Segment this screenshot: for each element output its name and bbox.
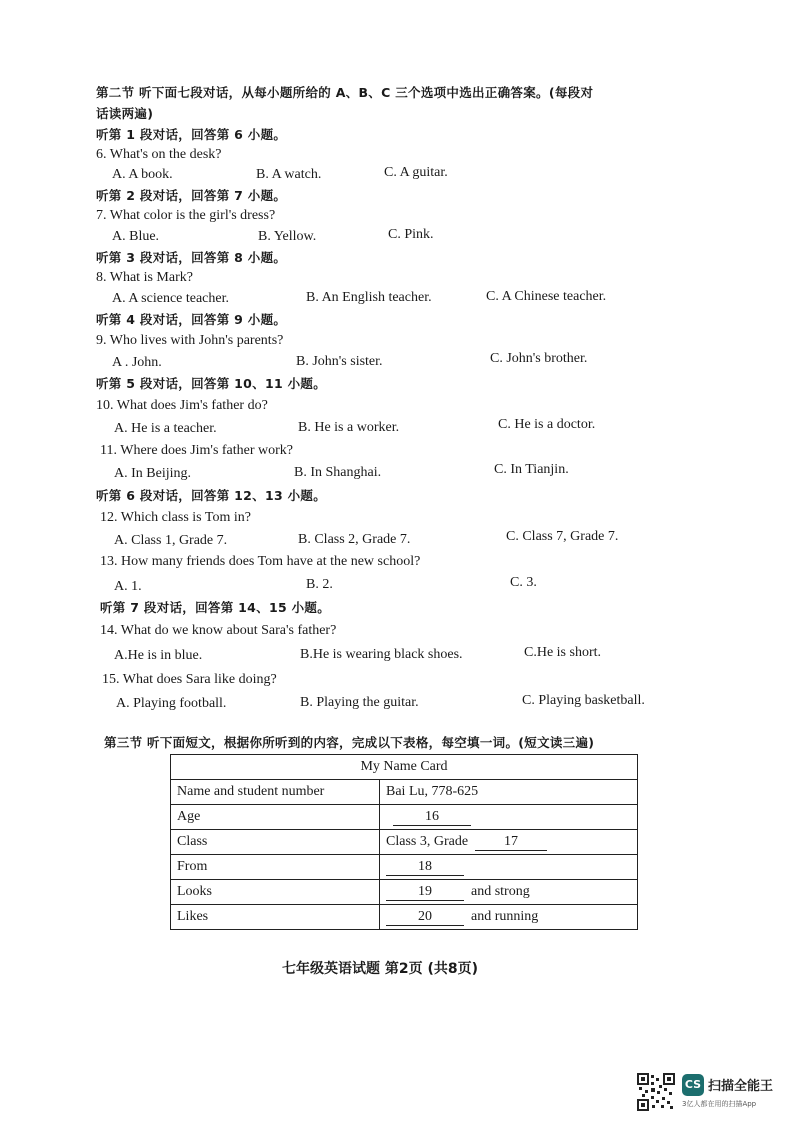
option-a: A . John. — [112, 355, 162, 370]
dialog-instruction: 听第 7 段对话，回答第 14、15 小题。 — [100, 600, 330, 615]
section2-heading-cont: 话读两遍) — [96, 106, 154, 121]
option-b: B. John's sister. — [296, 354, 383, 369]
camscanner-logo-icon: CS — [682, 1074, 704, 1096]
option-c: C. Class 7, Grade 7. — [506, 529, 619, 544]
dialog-instruction: 听第 1 段对话，回答第 6 小题。 — [96, 127, 287, 142]
dialog-instruction: 听第 4 段对话，回答第 9 小题。 — [96, 312, 287, 327]
option-a: A.He is in blue. — [114, 648, 203, 663]
answer-blank[interactable]: 20 — [386, 909, 464, 926]
row-label: Name and student number — [171, 780, 380, 805]
question-text: 8. What is Mark? — [96, 270, 193, 285]
name-card-table — [170, 754, 638, 930]
question-text: 9. Who lives with John's parents? — [96, 333, 284, 348]
answer-blank[interactable]: 16 — [393, 809, 471, 826]
question-text: 7. What color is the girl's dress? — [96, 208, 276, 223]
option-a: A. A science teacher. — [112, 291, 230, 306]
row-label: Looks — [171, 880, 380, 905]
row-label: From — [171, 855, 380, 880]
table-row — [171, 780, 638, 805]
option-b: B. A watch. — [256, 167, 322, 182]
table-row — [171, 830, 638, 855]
scanner-app-name: 扫描全能王 — [708, 1079, 774, 1094]
option-a: A. Playing football. — [116, 696, 227, 711]
section2-heading: 第二节 听下面七段对话，从每小题所给的 A、B、C 三个选项中选出正确答案。(每段对 — [96, 85, 594, 100]
option-c: C. A guitar. — [384, 165, 448, 180]
row-value — [380, 905, 638, 930]
dialog-instruction: 听第 5 段对话，回答第 10、11 小题。 — [96, 376, 326, 391]
answer-blank[interactable]: 17 — [475, 834, 547, 851]
table-row — [171, 805, 638, 830]
question-text: 13. How many friends does Tom have at the new school? — [100, 554, 421, 569]
option-c: C.He is short. — [524, 645, 601, 660]
qr-code-icon — [637, 1073, 675, 1111]
option-c: C. In Tianjin. — [494, 462, 569, 477]
page-footer: 七年级英语试题 第2页 (共8页) — [282, 961, 479, 977]
option-c: C. John's brother. — [490, 351, 588, 366]
row-value — [380, 880, 638, 905]
row-value — [380, 830, 638, 855]
option-b: B. 2. — [306, 577, 333, 592]
option-a: A. In Beijing. — [114, 466, 191, 481]
question-text: 10. What does Jim's father do? — [96, 398, 268, 413]
table-row — [171, 855, 638, 880]
row-value-text: Bai Lu, 778-625 — [386, 784, 479, 799]
option-b: B. Yellow. — [258, 229, 317, 244]
row-label: Class — [171, 830, 380, 855]
option-b: B. Playing the guitar. — [300, 695, 419, 710]
option-a: A. Blue. — [112, 229, 160, 244]
row-value — [380, 855, 638, 880]
row-value — [380, 780, 638, 805]
answer-blank[interactable]: 19 — [386, 884, 464, 901]
question-text: 14. What do we know about Sara's father? — [100, 623, 337, 638]
option-a: A. 1. — [114, 579, 142, 594]
dialog-instruction: 听第 3 段对话，回答第 8 小题。 — [96, 250, 287, 265]
row-value-suffix: and strong — [471, 883, 530, 899]
option-c: C. He is a doctor. — [498, 417, 596, 432]
answer-blank[interactable]: 18 — [386, 859, 464, 876]
option-c: C. 3. — [510, 575, 537, 590]
table-row — [171, 880, 638, 905]
option-b: B. In Shanghai. — [294, 465, 382, 480]
question-text: 11. Where does Jim's father work? — [100, 443, 294, 458]
row-label: Likes — [171, 905, 380, 930]
option-b: B. Class 2, Grade 7. — [298, 532, 411, 547]
scanner-app-tagline: 3亿人都在用的扫描App — [682, 1100, 757, 1108]
dialog-instruction: 听第 6 段对话，回答第 12、13 小题。 — [96, 488, 326, 503]
row-value-text: Class 3, Grade — [386, 833, 469, 849]
option-c: C. Playing basketball. — [522, 693, 645, 708]
row-label: Age — [171, 805, 380, 830]
option-c: C. A Chinese teacher. — [486, 289, 607, 304]
option-a: A. A book. — [112, 167, 173, 182]
option-c: C. Pink. — [388, 227, 434, 242]
question-text: 6. What's on the desk? — [96, 147, 222, 162]
question-text: 15. What does Sara like doing? — [102, 672, 277, 687]
option-b: B. He is a worker. — [298, 420, 400, 435]
section3-heading: 第三节 听下面短文，根据你所听到的内容，完成以下表格，每空填一词。(短文读三遍) — [104, 735, 595, 750]
name-card-title: My Name Card — [171, 755, 638, 780]
option-a: A. Class 1, Grade 7. — [114, 533, 228, 548]
table-row — [171, 905, 638, 930]
option-a: A. He is a teacher. — [114, 421, 217, 436]
dialog-instruction: 听第 2 段对话，回答第 7 小题。 — [96, 188, 287, 203]
question-text: 12. Which class is Tom in? — [100, 510, 251, 525]
option-b: B.He is wearing black shoes. — [300, 647, 463, 662]
option-b: B. An English teacher. — [306, 290, 432, 305]
row-value-suffix: and running — [471, 908, 539, 924]
row-value — [380, 805, 638, 830]
